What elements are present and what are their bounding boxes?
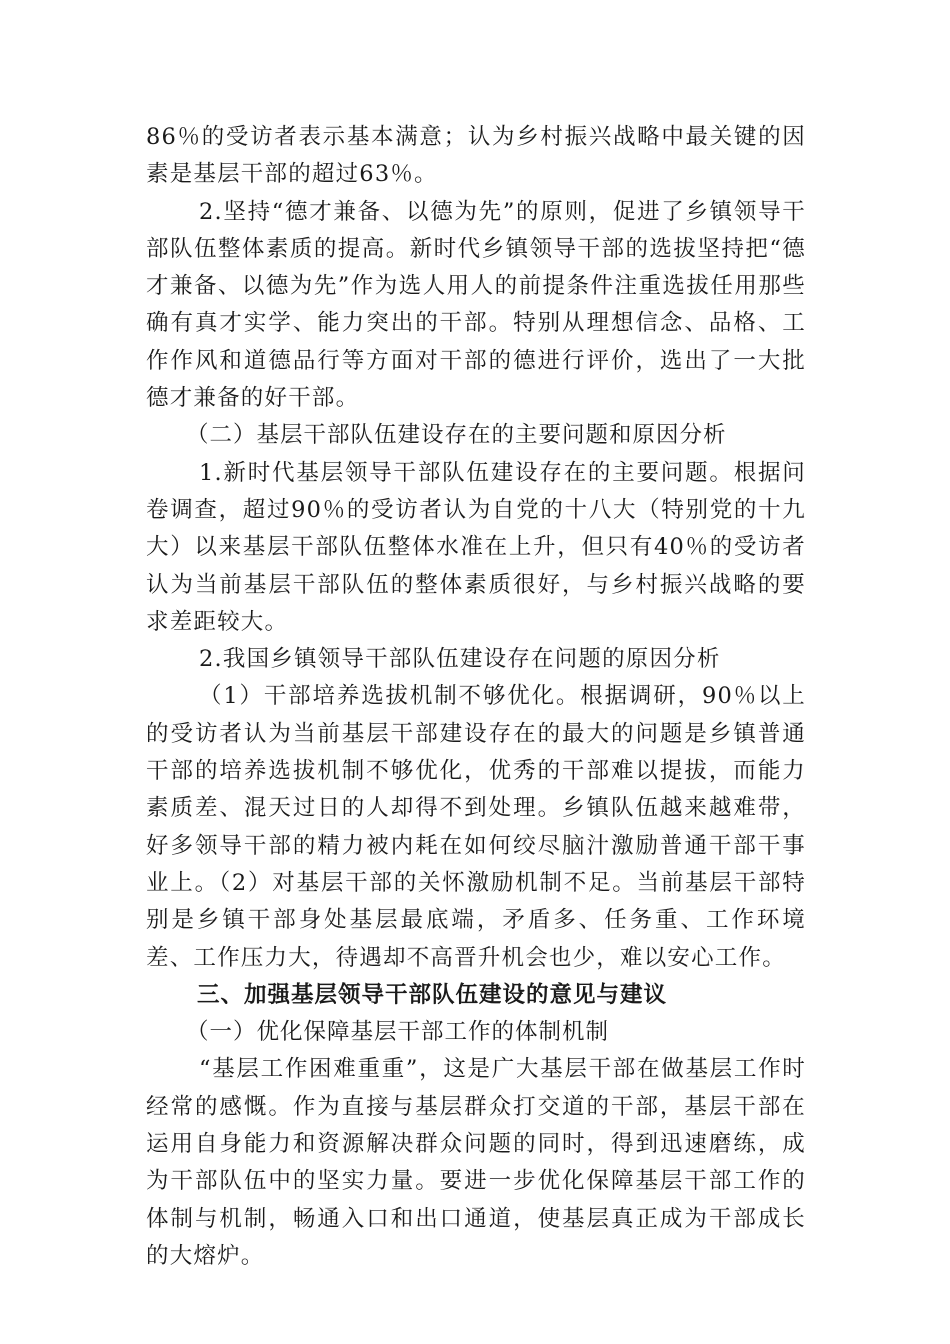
paragraph-cause-analysis: （1）干部培养选拔机制不够优化。根据调研，90％以上的受访者认为当前基层干部建设存在的最大的问题是乡镇普通干部的培养选拔机制不够优化，优秀的干部难以提拔，而能力素质差、混天过日的人却得不到处理。乡镇队伍越来越难带，好多领导干部的精力被内耗在如何绞尽脑汁激励普通干部干事业上。（2）对基层干部的关怀激励机制不足。当前基层干部特别是乡镇干部身处基层最底端，矛盾多、任务重、工作环境差、工作压力大，待遇却不高晋升机会也少，难以安心工作。 bbox=[146, 683, 806, 971]
section-heading-2: （二）基层干部队伍建设存在的主要问题和原因分析 bbox=[186, 422, 727, 449]
paragraph-point-2: 2.坚持“德才兼备、以德为先”的原则，促进了乡镇领导干部队伍整体素质的提高。新时代乡镇领导干部的选拔坚持把“德才兼备、以德为先”作为选人用人的前提条件注重选拔任用那些确有真才实学、能力突出的干部。特别从理想信念、品格、工作作风和道德品行等方面对干部的德进行评价，选出了一大批德才兼备的好干部。 bbox=[146, 198, 806, 412]
section-heading-3-1: （一）优化保障基层干部工作的体制机制 bbox=[186, 1019, 610, 1046]
paragraph-cause-analysis-title: 2.我国乡镇领导干部队伍建设存在问题的原因分析 bbox=[199, 646, 721, 673]
chapter-heading-3: 三、加强基层领导干部队伍建设的意见与建议 bbox=[197, 981, 668, 1008]
document-page bbox=[146, 119, 806, 1275]
paragraph-main-problems: 1.新时代基层领导干部队伍建设存在的主要问题。根据问卷调查，超过90％的受访者认为自党的十八大（特别党的十九大）以来基层干部队伍整体水准在上升，但只有40％的受访者认为当前基层干部队伍的整体素质很好，与乡村振兴战略的要求差距较大。 bbox=[146, 459, 806, 635]
paragraph-continuation: 86％的受访者表示基本满意；认为乡村振兴战略中最关键的因素是基层干部的超过63％。 bbox=[146, 124, 806, 188]
paragraph-optimize-mechanism: “基层工作困难重重”，这是广大基层干部在做基层工作时经常的感慨。作为直接与基层群众打交道的干部，基层干部在运用自身能力和资源解决群众问题的同时，得到迅速磨练，成为干部队伍中的坚实力量。要进一步优化保障基层干部工作的体制与机制，畅通入口和出口通道，使基层真正成为干部成长的大熔炉。 bbox=[146, 1056, 806, 1269]
